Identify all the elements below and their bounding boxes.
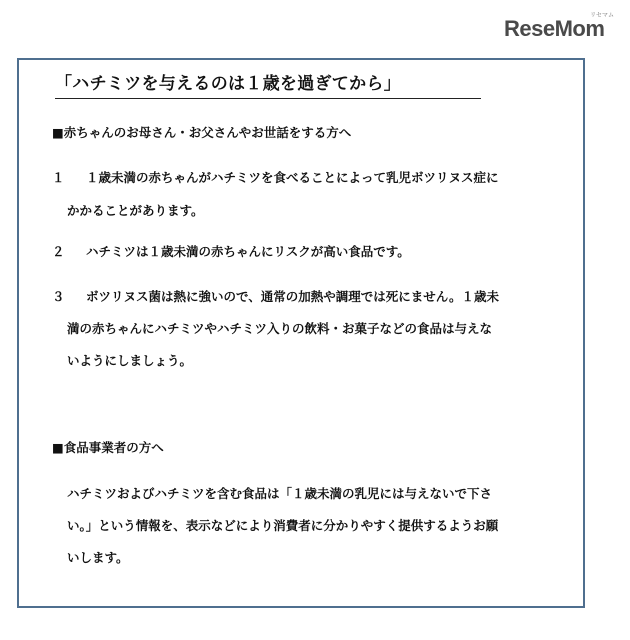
item2-number: ２ xyxy=(52,244,65,259)
section2-heading: ■食品事業者の方へ xyxy=(52,440,164,455)
section2-line1: ハチミツおよびハチミツを含む食品は「１歳未満の乳児には与えないで下さ xyxy=(67,486,493,501)
item3-text-line1: ボツリヌス菌は熱に強いので、通常の加熱や調理では死にません。１歳未 xyxy=(86,289,500,304)
item3-line1 xyxy=(52,289,499,305)
logo-text: ReseMom xyxy=(504,16,605,41)
item1-text-line1: １歳未満の赤ちゃんがハチミツを食べることによって乳児ボツリヌス症に xyxy=(86,170,499,185)
resemom-logo xyxy=(504,10,616,44)
section1-heading: ■赤ちゃんのお母さん・お父さんやお世話をする方へ xyxy=(52,125,352,140)
item3-line2: 満の赤ちゃんにハチミツやハチミツ入りの飲料・お菓子などの食品は与えな xyxy=(67,321,493,336)
item1-line1 xyxy=(52,170,499,186)
logo-ruby: リセマム xyxy=(590,12,614,19)
item2-line1 xyxy=(52,244,410,260)
item1-line2: かかることがあります。 xyxy=(67,203,204,218)
document-title: 「ハチミツを与えるのは１歳を過ぎてから」 xyxy=(55,70,481,99)
section2-line2: い。」という情報を、表示などにより消費者に分かりやすく提供するようお願 xyxy=(67,518,499,533)
item1-number: １ xyxy=(52,170,65,185)
item3-line3: いようにしましょう。 xyxy=(67,353,193,368)
item3-number: ３ xyxy=(52,289,65,304)
section2-line3: いします。 xyxy=(67,550,129,565)
item2-text-line1: ハチミツは１歳未満の赤ちゃんにリスクが高い食品です。 xyxy=(86,244,410,259)
